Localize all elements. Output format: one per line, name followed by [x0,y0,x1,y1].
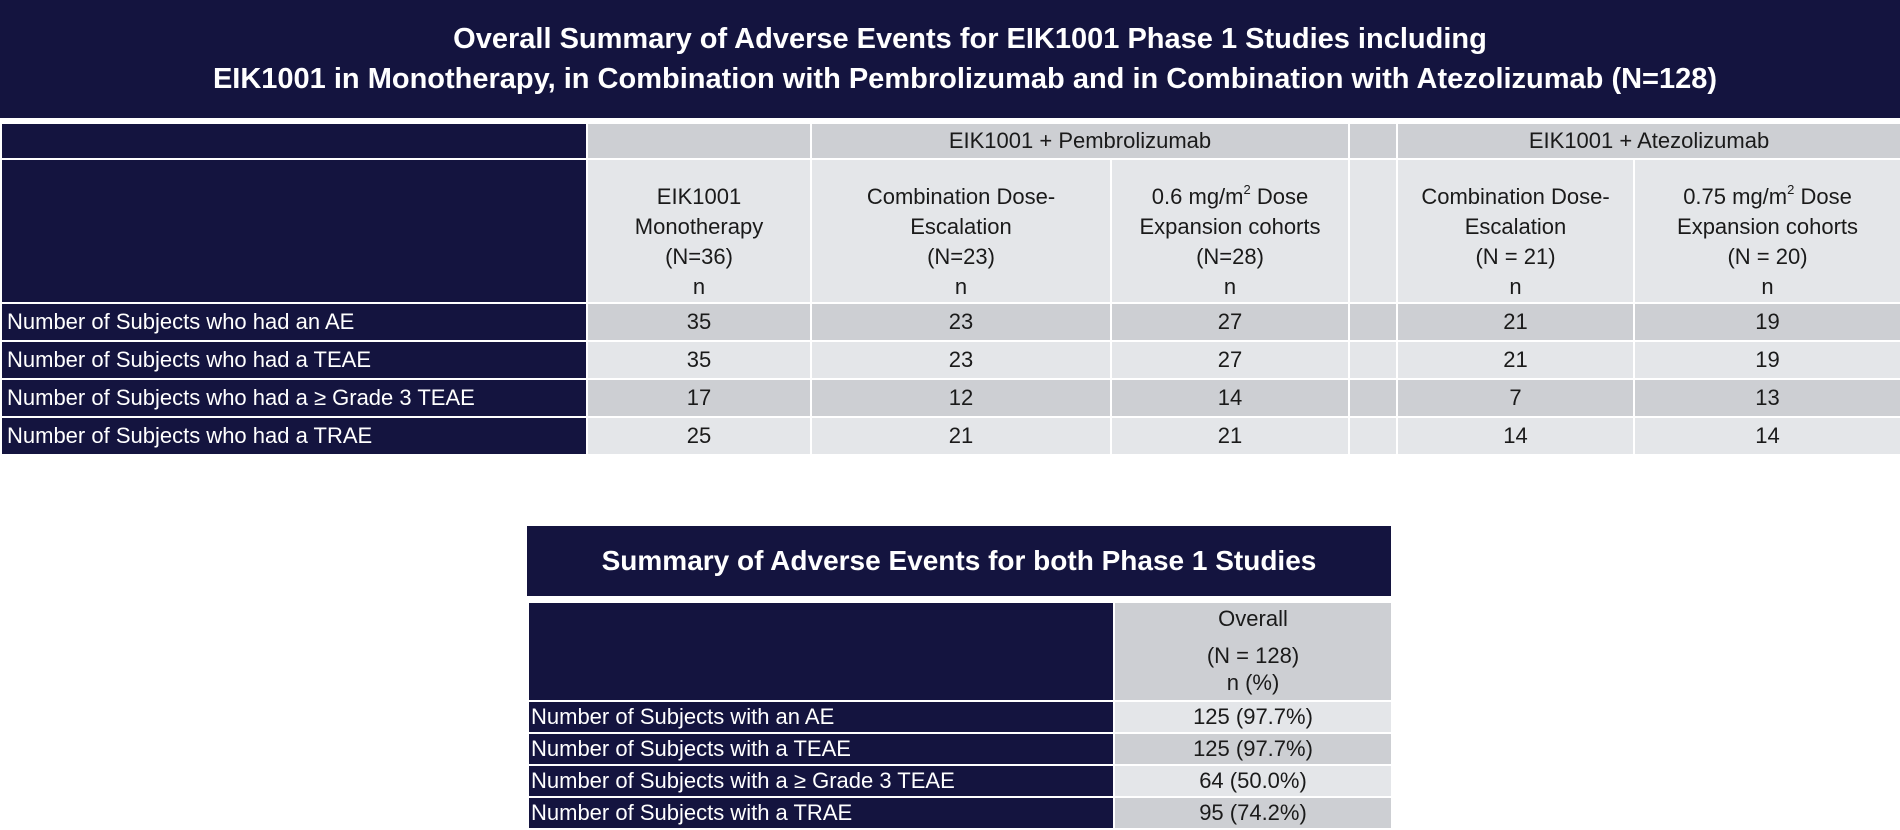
table-cell: 14 [1634,417,1900,455]
table-cell: 21 [811,417,1111,455]
col-header-line: Overall [1218,606,1288,631]
phase1-summary-table [527,601,1393,830]
overall-summary-title [0,0,1900,118]
table-cell: 13 [1634,379,1900,417]
dose-text: 0.75 mg/m [1683,184,1788,209]
table-cell: 35 [587,341,811,379]
table-cell: 23 [811,341,1111,379]
spacer-cell [1349,379,1397,417]
col-header-unit: n [692,274,706,299]
table-cell: 23 [811,303,1111,341]
table-cell: 19 [1634,303,1900,341]
col-header-n: (N=23) [927,244,995,269]
col-header-line: Combination Dose- [1421,184,1610,209]
col-header-atezo-dose-expansion [1634,159,1900,303]
row-label: Number of Subjects who had a ≥ Grade 3 TEAE [1,379,587,417]
superscript: 2 [1787,181,1795,197]
table-cell: 12 [811,379,1111,417]
table-cell: 64 (50.0%) [1114,765,1392,797]
row-label: Number of Subjects with a TRAE [528,797,1114,829]
spacer-cell [1349,341,1397,379]
table-row [528,733,1392,765]
col-header-line: Escalation [1464,214,1567,239]
header-corner-cell [1,159,587,303]
table-row [528,797,1392,829]
table-cell: 19 [1634,341,1900,379]
col-header-line: Expansion cohorts [1677,214,1859,239]
overall-summary-table [0,122,1900,456]
table-cell: 95 (74.2%) [1114,797,1392,829]
col-header-n: (N=28) [1196,244,1264,269]
table-cell: 14 [1111,379,1349,417]
table-cell: 7 [1397,379,1634,417]
header-blank-cell [587,123,811,159]
table-cell: 25 [587,417,811,455]
group-header-pembrolizumab: EIK1001 + Pembrolizumab [811,123,1349,159]
col-header-pembro-dose-escalation [811,159,1111,303]
table-cell: 27 [1111,341,1349,379]
col-header-line: EIK1001 [656,184,742,209]
row-label: Number of Subjects who had a TEAE [1,341,587,379]
spacer-cell [1349,159,1397,303]
col-header-atezo-dose-escalation [1397,159,1634,303]
col-header-line: Combination Dose- [866,184,1056,209]
col-header-line [1112,182,1348,212]
table-cell: 125 (97.7%) [1114,701,1392,733]
col-header-monotherapy [587,159,811,303]
row-label: Number of Subjects with a TEAE [528,733,1114,765]
column-header-row [1,159,1900,303]
col-header-line: Escalation [910,214,1012,239]
col-header-unit: n (%) [1226,670,1280,695]
header-corner-cell [528,602,1114,701]
col-header-unit: n [954,274,968,299]
header-corner-cell [1,123,587,159]
col-header-n: (N = 20) [1727,244,1808,269]
table-row [1,417,1900,455]
row-label: Number of Subjects with a ≥ Grade 3 TEAE [528,765,1114,797]
table-row [528,765,1392,797]
table-row [1,379,1900,417]
col-header-line: Expansion cohorts [1139,214,1321,239]
table-row [528,701,1392,733]
table-cell: 35 [587,303,811,341]
dose-text: Dose [1794,184,1852,209]
col-header-line [1635,182,1900,212]
spacer-cell [1349,417,1397,455]
table-cell: 21 [1111,417,1349,455]
title-line-1: Overall Summary of Adverse Events for EIK1001 Phase 1 Studies including [453,23,1487,55]
row-label: Number of Subjects who had an AE [1,303,587,341]
dose-text: Dose [1250,184,1309,209]
header-row [528,602,1392,701]
col-header-unit: n [1223,274,1237,299]
spacer-cell [1349,123,1397,159]
table-cell: 17 [587,379,811,417]
col-header-unit: n [1761,274,1774,299]
col-header-line: Monotherapy [634,214,764,239]
dose-text: 0.6 mg/m [1151,184,1244,209]
col-header-n: (N = 128) [1206,643,1300,668]
col-header-unit: n [1509,274,1522,299]
table-cell: 21 [1397,341,1634,379]
row-label: Number of Subjects with an AE [528,701,1114,733]
table-cell: 14 [1397,417,1634,455]
spacer-cell [1349,303,1397,341]
table-row [1,303,1900,341]
table-cell: 21 [1397,303,1634,341]
col-header-n: (N = 21) [1475,244,1556,269]
title-line-2: EIK1001 in Monotherapy, in Combination with Pembrolizumab and in Combination with Atezolizumab (N=128) [212,63,1718,95]
table-cell: 27 [1111,303,1349,341]
group-header-atezolizumab: EIK1001 + Atezolizumab [1397,123,1900,159]
col-header-overall [1114,602,1392,701]
table-cell: 125 (97.7%) [1114,733,1392,765]
group-header-row [1,123,1900,159]
row-label: Number of Subjects who had a TRAE [1,417,587,455]
superscript: 2 [1243,181,1251,197]
col-header-pembro-dose-expansion [1111,159,1349,303]
col-header-n: (N=36) [665,244,733,269]
table-row [1,341,1900,379]
phase1-summary-title: Summary of Adverse Events for both Phase 1 Studies [527,526,1391,596]
